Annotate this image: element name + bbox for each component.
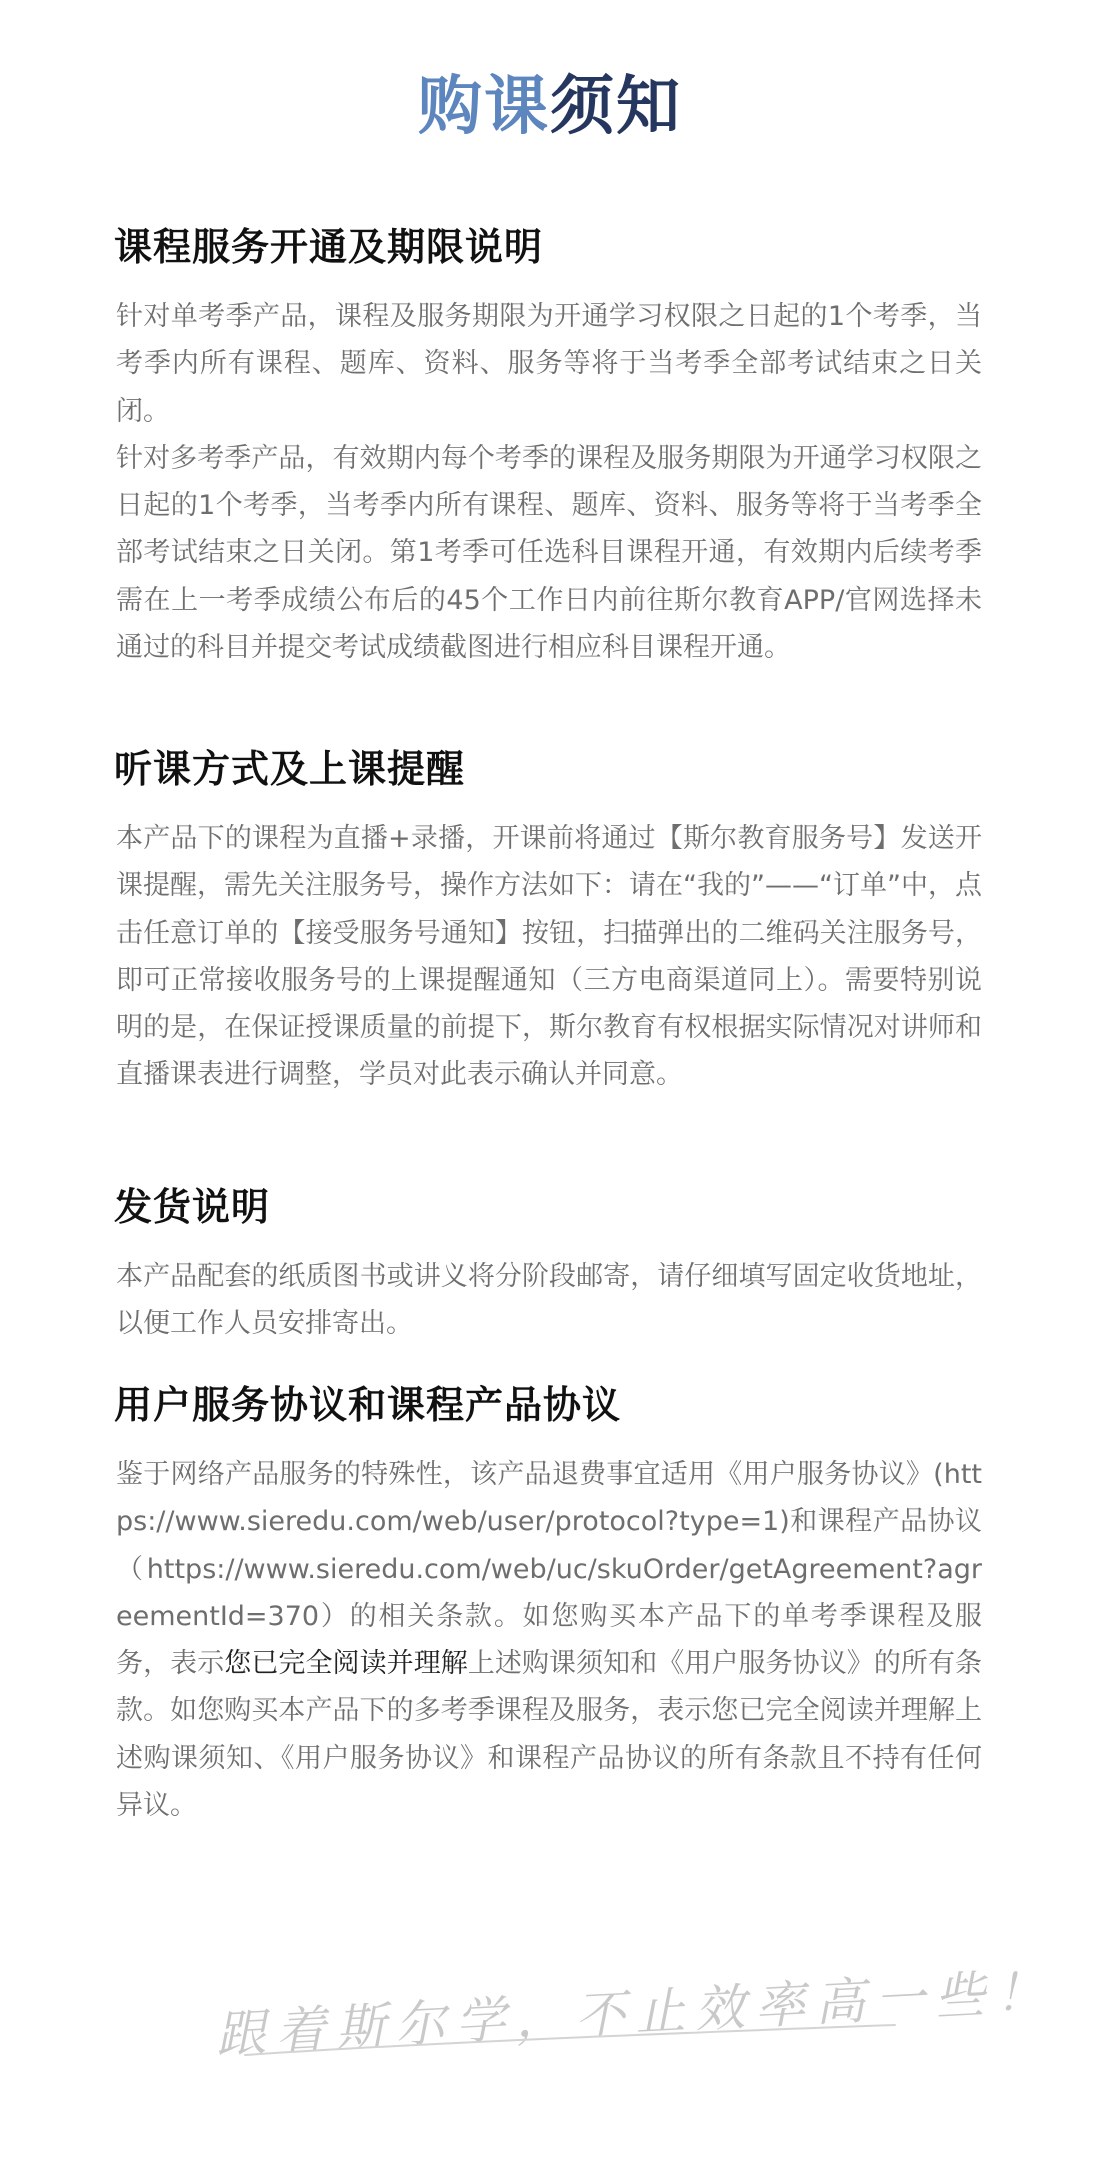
- paragraph-single-season: 针对单考季产品，课程及服务期限为开通学习权限之日起的1个考季，当考季内所有课程、题库、资料、服务等将于当考季全部考试结束之日关闭。: [116, 301, 982, 427]
- paragraph-agreements: [116, 1451, 982, 1829]
- paragraph-multi-season: 针对多考季产品，有效期内每个考季的课程及服务期限为开通学习权限之日起的1个考季，当考季内所有课程、题库、资料、服务等将于当考季全部考试结束之日关闭。第1考季可任选科目课程开通，有效期内后续考季需在上一考季成绩公布后的45个工作日内前往斯尔教育APP/官网选择未通过的科目并提交考试成绩截图进行相应科目课程开通。: [116, 442, 982, 664]
- section-heading-shipping: 发货说明: [114, 1185, 271, 1229]
- agreements-text-highlight: 您已完全阅读并理解: [224, 1648, 468, 1680]
- section-body-service-period: [116, 293, 982, 671]
- paragraph-shipping: 本产品配套的纸质图书或讲义将分阶段邮寄，请仔细填写固定收货地址，以便工作人员安排寄出。: [116, 1261, 982, 1340]
- section-body-class-reminder: [116, 815, 982, 1099]
- section-heading-agreements: 用户服务协议和课程产品协议: [114, 1383, 622, 1427]
- agreements-text-after: 上述购课须知和《用户服务协议》的所有条款。如您购买本产品下的多考季课程及服务，表示您已完全阅读并理解上述购课须知、《用户服务协议》和课程产品协议的所有条款且不持有任何异议。: [116, 1648, 983, 1822]
- section-heading-service-period: 课程服务开通及期限说明: [114, 225, 544, 269]
- section-body-agreements: [116, 1451, 982, 1829]
- page-title-part-2: 须知: [550, 70, 682, 144]
- section-heading-class-reminder: 听课方式及上课提醒: [114, 747, 466, 791]
- page-title: [0, 62, 1100, 152]
- slogan-underline-stroke: [205, 1955, 925, 2065]
- agreements-text-before: 鉴于网络产品服务的特殊性，该产品退费事宜适用《用户服务协议》(https://www.sieredu.com/web/user/protocol?type=1)和课程产品协议（https://www.sieredu.com/web/uc/skuOrder/getAgreement?agreementId=370）的相关条款。如您购买本产品下的单考季课程及服务，表示: [116, 1459, 982, 1680]
- section-body-shipping: [116, 1253, 982, 1348]
- page-title-part-1: 购课: [418, 70, 550, 144]
- slogan-text: 跟着斯尔学，不止效率高一些！: [214, 1962, 1057, 2064]
- slogan-handwriting: [205, 1955, 1057, 2065]
- paragraph-class-reminder: 本产品下的课程为直播+录播，开课前将通过【斯尔教育服务号】发送开课提醒，需先关注服务号，操作方法如下：请在“我的”——“订单”中，点击任意订单的【接受服务号通知】按钮，扫描弹出的二维码关注服务号，即可正常接收服务号的上课提醒通知（三方电商渠道同上）。需要特别说明的是，在保证授课质量的前提下，斯尔教育有权根据实际情况对讲师和直播课表进行调整，学员对此表示确认并同意。: [116, 823, 982, 1091]
